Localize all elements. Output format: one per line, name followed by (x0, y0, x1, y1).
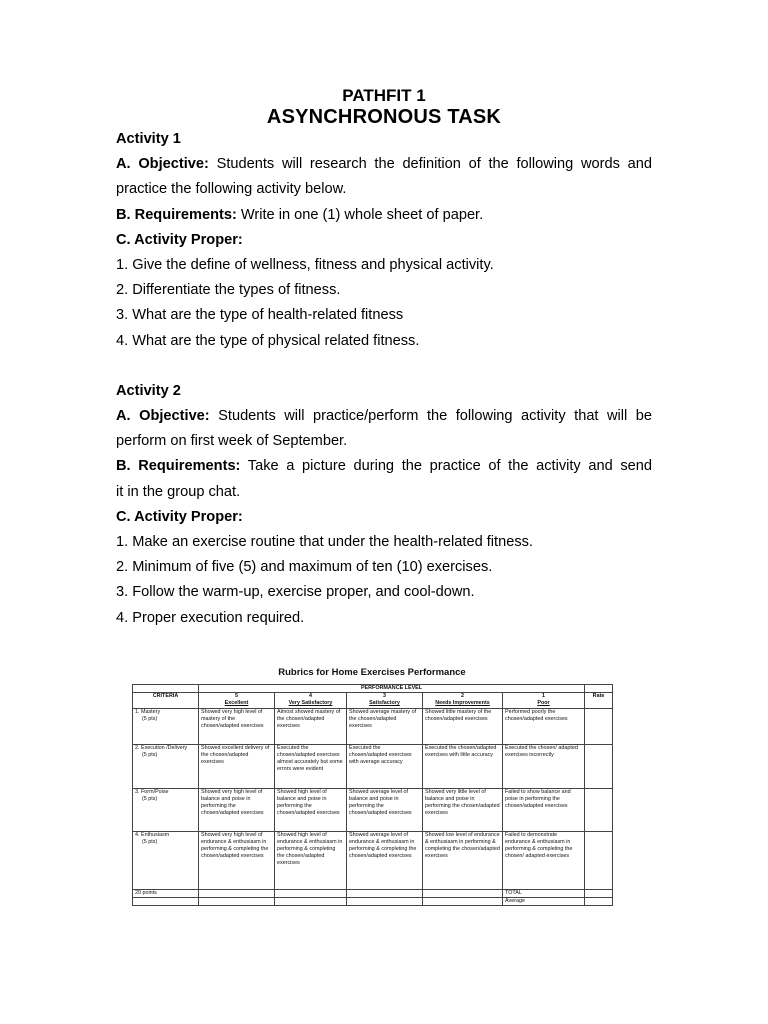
objective-text: Students will practice/perform the following activity that will be (209, 408, 652, 425)
activity2-objective-cont: perform on first week of September. (116, 433, 348, 450)
page-title: ASYNCHRONOUS TASK (266, 106, 502, 128)
objective-label: A. Objective: (116, 408, 210, 425)
requirements-label: B. Requirements: (116, 458, 241, 475)
criteria-name: 1. Mastery (135, 708, 161, 715)
table-cell (133, 685, 199, 693)
criteria-cell (133, 788, 199, 831)
table-cell (199, 897, 275, 905)
level-header (347, 693, 423, 708)
table-cell (275, 897, 347, 905)
activity2-heading: Activity 2 (116, 382, 181, 399)
spacer (116, 354, 652, 379)
rate-cell (585, 788, 613, 831)
document-body (116, 127, 652, 631)
objective-text: Students will research the definition of the following words and (208, 156, 652, 173)
rate-cell (585, 889, 613, 897)
table-row (133, 889, 613, 897)
rate-cell (585, 744, 613, 788)
rate-cell (585, 831, 613, 889)
activity1-item-1: 1. Give the define of wellness, fitness and physical activity. (116, 256, 494, 273)
table-cell: Showed average level of endurance & enthusiasm in performing & completing the chosen/adapted exercises (347, 831, 423, 889)
table-cell: Executed the chosen/adapted exercises with little accuracy (423, 744, 503, 788)
performance-level-header: PERFORMANCE LEVEL (199, 685, 585, 693)
activity2-item-4: 4. Proper execution required. (116, 609, 305, 626)
table-cell: Showed excellent delivery of the chosen/adapted exercises (199, 744, 275, 788)
course-title: PATHFIT 1 (342, 86, 426, 105)
activity2-item-2: 2. Minimum of five (5) and maximum of ten (10) exercises. (116, 559, 493, 576)
requirements-label: B. Requirements: (116, 206, 237, 223)
criteria-cell (133, 708, 199, 744)
activity1-proper-label: C. Activity Proper: (116, 231, 243, 248)
activity1-objective-cont: practice the following activity below. (116, 181, 347, 198)
table-cell (199, 889, 275, 897)
activity1-item-2: 2. Differentiate the types of fitness. (116, 282, 341, 299)
table-cell: Showed very high level of endurance & enthusiasm in performing & completing the chosen/adapted exercises (199, 831, 275, 889)
rubric-figure (126, 666, 618, 904)
table-cell (423, 897, 503, 905)
table-cell: Performed poorly the chosen/adapted exercises (503, 708, 585, 744)
level-score: 1 (542, 693, 545, 700)
table-cell: Failed to demonstrate endurance & enthusiasm in performing & completing the chosen/ adapted exercises (503, 831, 585, 889)
activity1-requirements (116, 203, 652, 228)
total-label: TOTAL (503, 889, 585, 897)
rate-cell (585, 897, 613, 905)
criteria-name: 2. Execution /Delivery (135, 744, 188, 751)
table-row (133, 897, 613, 905)
table-cell: Failed to show balance and poise in performing the chosen/adapted exercises (503, 788, 585, 831)
rate-cell (585, 708, 613, 744)
objective-label: A. Objective: (116, 156, 209, 173)
table-cell (133, 897, 199, 905)
table-cell: Showed average level of balance and poise in performing the chosen/adapted exercises (347, 788, 423, 831)
table-cell: Showed very little level of balance and poise in performing the chosen/adapted exercises (423, 788, 503, 831)
criteria-points: (5 pts) (142, 838, 158, 845)
level-label: Needs Improvements (435, 700, 490, 707)
activity1-item-3: 3. What are the type of health-related fitness (116, 307, 404, 324)
level-label: Very Satisfactory (288, 700, 333, 707)
table-cell: Showed high level of endurance & enthusiasm in performing & completing the chosen/adapted exercises (275, 831, 347, 889)
level-score: 4 (309, 693, 312, 700)
level-label: Satisfactory (369, 700, 400, 707)
table-cell (423, 889, 503, 897)
criteria-name: 3. Form/Poise (135, 788, 169, 795)
table-cell: Executed the chosen/adapted exercises with average accuracy (347, 744, 423, 788)
table-cell: Almost showed mastery of the chosen/adapted exercises (275, 708, 347, 744)
level-score: 2 (461, 693, 464, 700)
table-cell (275, 889, 347, 897)
activity1-objective (116, 152, 652, 177)
average-label: Average (503, 897, 585, 905)
table-row (133, 831, 613, 889)
table-cell: Showed little mastery of the chosen/adapted exercises (423, 708, 503, 744)
level-label: Excellent (224, 700, 249, 707)
table-cell (585, 685, 613, 693)
table-cell: Showed average mastery of the chosen/adapted exercises (347, 708, 423, 744)
criteria-cell (133, 831, 199, 889)
table-cell (347, 897, 423, 905)
level-score: 3 (383, 693, 386, 700)
activity2-requirements-cont: it in the group chat. (116, 483, 241, 500)
table-cell: Showed low level of endurance & enthusiasm in performing & completing the chosen/adapted exercises (423, 831, 503, 889)
level-header (275, 693, 347, 708)
level-header (503, 693, 585, 708)
activity2-item-3: 3. Follow the warm-up, exercise proper, and cool-down. (116, 584, 475, 601)
activity2-item-1: 1. Make an exercise routine that under the health-related fitness. (116, 534, 533, 550)
activity2-proper-label: C. Activity Proper: (116, 508, 243, 525)
table-row (133, 708, 613, 744)
criteria-name: 4. Enthusiasm (135, 831, 170, 838)
criteria-cell (133, 744, 199, 788)
criteria-header: CRITERIA (133, 693, 199, 708)
level-label: Poor (537, 700, 550, 707)
activity1-item-4: 4. What are the type of physical related fitness. (116, 332, 420, 349)
activity2-requirements (116, 454, 652, 479)
requirements-text: Take a picture during the practice of the activity and send (240, 458, 653, 475)
criteria-points: (5 pts) (142, 795, 158, 802)
table-header-row (133, 693, 613, 708)
table-cell: Executed the chosen/adapted exercises almost accurately but some errors were evident (275, 744, 347, 788)
activity2-objective (116, 404, 652, 429)
table-cell: Showed high level of balance and poise in performing the chosen/adapted exercises (275, 788, 347, 831)
level-header (199, 693, 275, 708)
criteria-points: (5 pts) (142, 715, 158, 722)
rate-header: Rate (585, 693, 613, 708)
requirements-text: Write in one (1) whole sheet of paper. (236, 206, 484, 223)
table-cell (347, 889, 423, 897)
points-total-cell: 20 points (133, 889, 199, 897)
table-row (133, 744, 613, 788)
level-score: 5 (235, 693, 238, 700)
table-cell: Executed the chosen/ adapted exercises incorrectly (503, 744, 585, 788)
table-cell: Showed very high level of balance and poise in performing the chosen/adapted exercises (199, 788, 275, 831)
activity1-heading: Activity 1 (116, 131, 181, 147)
level-header (423, 693, 503, 708)
table-cell: Showed very high level of mastery of the chosen/adapted exercises (199, 708, 275, 744)
table-header-row (133, 685, 613, 693)
rubric-title: Rubrics for Home Exercises Performance (278, 667, 466, 678)
criteria-points: (5 pts) (142, 751, 158, 758)
table-row (133, 788, 613, 831)
rubric-table (132, 684, 613, 906)
